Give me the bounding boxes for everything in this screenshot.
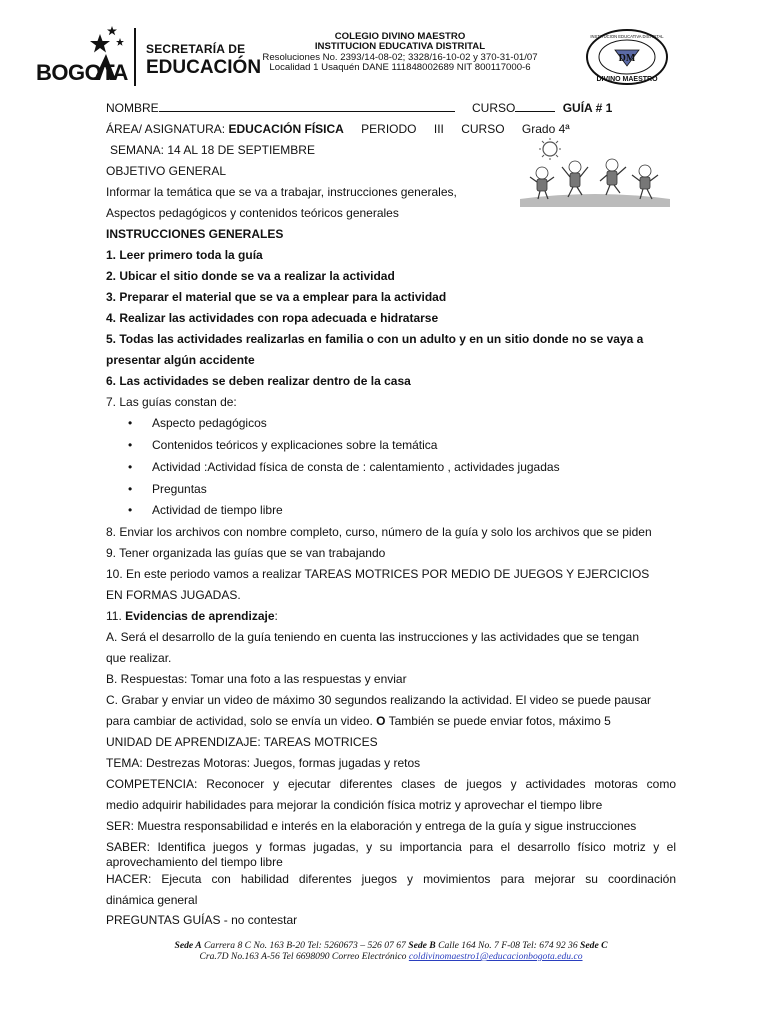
hacer-line2: dinámica general <box>106 893 198 907</box>
instruction-2: 2. Ubicar el sitio donde se va a realizar la actividad <box>106 269 395 283</box>
competencia-line2: medio adquirir habilidades para mejorar la condición física motriz y aprovechar el tiempo libre <box>106 798 603 812</box>
periodo-label: PERIODO <box>361 122 417 136</box>
area-label: ÁREA/ ASIGNATURA: <box>106 122 226 136</box>
instruction-1: 1. Leer primero toda la guía <box>106 248 263 262</box>
resolutions-line: Resoluciones No. 2393/14-08-02; 3328/16-10-02 y 370-31-01/07 <box>262 51 538 63</box>
footer-line1 <box>106 940 676 951</box>
guia-label: GUÍA # 1 <box>562 101 613 115</box>
instruction-5a: 5. Todas las actividades realizarlas en familia o con un adulto y en un sitio donde no se vaya a <box>106 332 644 346</box>
evidence-c1: C. Grabar y enviar un video de máximo 30 segundos realizando la actividad. El video se puede pausar <box>106 693 651 707</box>
instruction-7: 7. Las guías constan de: <box>106 395 237 409</box>
secretaria-line2: EDUCACIÓN <box>146 57 262 78</box>
instruction-5b: presentar algún accidente <box>106 353 255 367</box>
bullet-item: Preguntas <box>152 482 207 496</box>
objective-line2: Aspectos pedagógicos y contenidos teóricos generales <box>106 206 399 220</box>
bullet-icon: • <box>128 482 133 496</box>
instruction-6: 6. Las actividades se deben realizar dentro de la casa <box>106 374 411 388</box>
objective-line1: Informar la temática que se va a trabajar, instrucciones generales, <box>106 185 457 199</box>
evidence-b: B. Respuestas: Tomar una foto a las respuestas y enviar <box>106 672 407 686</box>
bogota-wordmark: BOGOTA <box>36 60 128 85</box>
area-value: EDUCACIÓN FÍSICA <box>228 122 344 136</box>
secretaria-educacion-logo <box>134 28 261 86</box>
school-header <box>250 32 550 74</box>
evidence-c2-text: para cambiar de actividad, solo se envía un video. <box>106 714 377 728</box>
saber-line2: aprovechamiento del tiempo libre <box>106 855 283 869</box>
objective-title: OBJETIVO GENERAL <box>106 164 227 178</box>
bullet-item: Aspecto pedagógicos <box>152 416 267 430</box>
competencia-line1: COMPETENCIA: Reconocer y ejecutar diferentes clases de juegos y actividades motoras como <box>106 777 676 791</box>
bullet-icon: • <box>128 503 133 517</box>
nombre-label: NOMBRE <box>106 101 159 115</box>
nombre-field[interactable] <box>159 101 455 112</box>
sede-a-address: Carrera 8 C No. 163 B-20 Tel: 5260673 – 526 07 67 <box>201 940 409 951</box>
instruction-4: 4. Realizar las actividades con ropa adecuada e hidratarse <box>106 311 439 325</box>
bogota-logo <box>36 24 132 90</box>
bullet-icon: • <box>128 460 133 474</box>
evidence-c2 <box>106 714 611 728</box>
evidence-a2: que realizar. <box>106 651 172 665</box>
instruction-11 <box>106 609 278 623</box>
institution-name: INSTITUCION EDUCATIVA DISTRITAL <box>314 41 486 53</box>
sede-b-label: Sede B <box>408 940 436 951</box>
footer <box>106 940 676 962</box>
curso-label: CURSO <box>472 101 516 115</box>
grado-value: Grado 4ª <box>521 122 570 136</box>
location-line: Localidad 1 Usaquén DANE 111848002689 NIT 800117000-6 <box>269 62 531 74</box>
svg-text:DM: DM <box>618 53 636 64</box>
evidence-a1: A. Será el desarrollo de la guía teniendo en cuenta las instrucciones y las actividades que se tengan <box>106 630 640 644</box>
periodo-value: III <box>433 122 444 136</box>
bullet-item: Contenidos teóricos y explicaciones sobre la temática <box>152 438 438 452</box>
nombre-row <box>106 101 455 115</box>
instruction-10a: 10. En este periodo vamos a realizar TAREAS MOTRICES POR MEDIO DE JUEGOS Y EJERCICIOS <box>106 567 650 581</box>
tema: TEMA: Destrezas Motoras: Juegos, formas jugadas y retos <box>106 756 421 770</box>
evidence-c2-text2: También se puede enviar fotos, máximo 5 <box>385 714 611 728</box>
sede-c-label: Sede C <box>580 940 608 951</box>
secretaria-line1: SECRETARÍA DE <box>146 42 246 56</box>
bullet-icon: • <box>128 438 133 452</box>
bullet-item: Actividad :Actividad física de consta de : calentamiento , actividades jugadas <box>152 460 560 474</box>
curso2-label: CURSO <box>461 122 505 136</box>
footer-line2 <box>106 951 676 962</box>
bullet-item: Actividad de tiempo libre <box>152 503 283 517</box>
instruction-3: 3. Preparar el material que se va a emplear para la actividad <box>106 290 447 304</box>
unidad-aprendizaje: UNIDAD DE APRENDIZAJE: TAREAS MOTRICES <box>106 735 378 749</box>
email-link[interactable]: coldivinomaestro1@educacionbogota.edu.co <box>408 951 583 962</box>
sede-b-address: Calle 164 No. 7 F-08 Tel: 674 92 36 <box>435 940 581 951</box>
children-playing-illustration <box>520 137 670 207</box>
instruction-11-colon: : <box>274 609 278 623</box>
svg-text:INSTITUCION EDUCATIVA DISTRITA: INSTITUCION EDUCATIVA DISTRITAL <box>590 34 664 39</box>
instruction-10b: EN FORMAS JUGADAS. <box>106 588 241 602</box>
ser: SER: Muestra responsabilidad e interés en la elaboración y entrega de la guía y sigue instrucciones <box>106 819 637 833</box>
school-name: COLEGIO DIVINO MAESTRO <box>334 31 466 42</box>
instruction-11-title: Evidencias de aprendizaje <box>125 609 275 623</box>
semana: SEMANA: 14 AL 18 DE SEPTIEMBRE <box>110 143 315 157</box>
preguntas-guias: PREGUNTAS GUÍAS - no contestar <box>106 913 298 927</box>
school-seal <box>585 28 669 86</box>
instruction-11-number: 11. <box>106 609 126 623</box>
curso-field[interactable] <box>515 101 555 112</box>
svg-text:DIVINO MAESTRO: DIVINO MAESTRO <box>596 76 658 83</box>
bullet-icon: • <box>128 416 133 430</box>
area-row <box>106 122 570 136</box>
saber-line1: SABER: Identifica juegos y formas jugadas, y su importancia para el desarrollo físico motriz y el <box>106 840 676 854</box>
sede-a-label: Sede A <box>174 940 202 951</box>
curso-row <box>472 101 612 115</box>
sede-c-address: Cra.7D No.163 A-56 Tel 6698090 Correo Electrónico <box>199 951 409 962</box>
evidence-c2-or: O <box>376 714 386 728</box>
instructions-title: INSTRUCCIONES GENERALES <box>106 227 284 241</box>
instruction-9: 9. Tener organizada las guías que se van trabajando <box>106 546 386 560</box>
hacer-line1: HACER: Ejecuta con habilidad diferentes juegos y movimientos para mejorar su coordinación <box>106 872 676 886</box>
instruction-8: 8. Enviar los archivos con nombre completo, curso, número de la guía y solo los archivos que se piden <box>106 525 652 539</box>
